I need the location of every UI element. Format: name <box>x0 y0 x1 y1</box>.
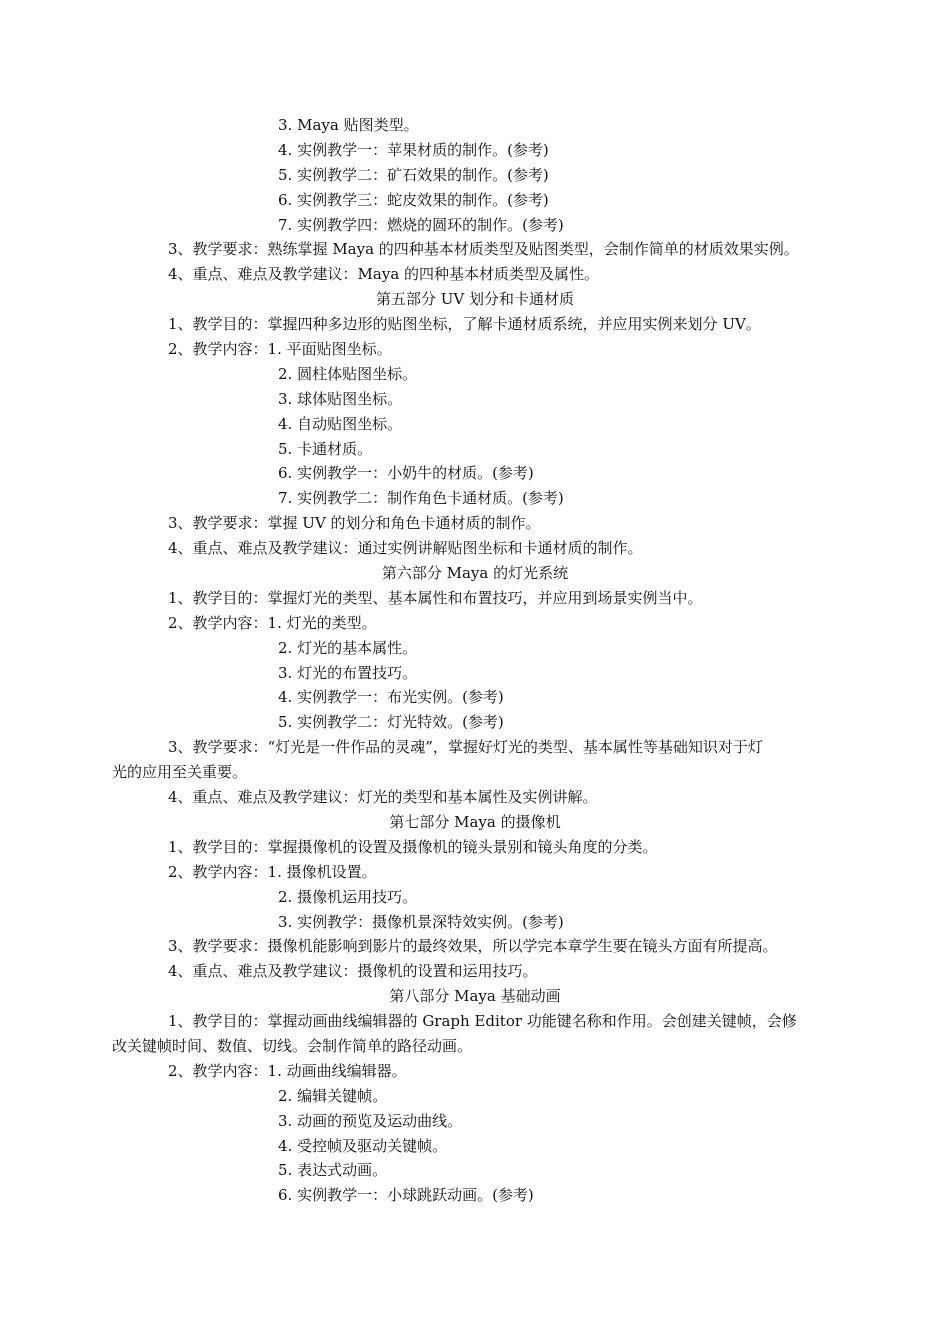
section-item: 4、重点、难点及教学建议：摄像机的设置和运用技巧。 <box>168 962 538 981</box>
part-heading: 第六部分 Maya 的灯光系统 <box>381 564 569 583</box>
section-item: 1、教学目的：掌握摄像机的设置及摄像机的镜头景别和镜头角度的分类。 <box>168 837 658 856</box>
section-item: 2、教学内容：1. 摄像机设置。 <box>168 862 377 881</box>
content-subitem: 4. 受控帧及驱动关键帧。 <box>278 1136 448 1155</box>
continuation-line: 光的应用至关重要。 <box>112 763 248 782</box>
content-subitem: 6. 实例教学一：小奶牛的材质。(参考) <box>278 464 534 483</box>
content-subitem: 5. 实例教学二：灯光特效。(参考) <box>278 713 504 732</box>
content-subitem: 6. 实例教学三：蛇皮效果的制作。(参考) <box>278 190 549 209</box>
section-item: 3、教学要求：掌握 UV 的划分和角色卡通材质的制作。 <box>168 514 541 533</box>
content-subitem: 5. 卡通材质。 <box>278 439 373 458</box>
content-subitem: 2. 摄像机运用技巧。 <box>278 887 418 906</box>
section-item: 1、教学目的：掌握动画曲线编辑器的 Graph Editor 功能键名称和作用。会创建关键帧，会修 <box>168 1012 797 1031</box>
content-subitem: 3. 实例教学：摄像机景深特效实例。(参考) <box>278 912 564 931</box>
section-item: 3、教学要求：“灯光是一件作品的灵魂”，掌握好灯光的类型、基本属性等基础知识对于灯 <box>168 738 763 757</box>
part-heading: 第八部分 Maya 基础动画 <box>389 987 561 1006</box>
document-page <box>0 113 950 1208</box>
section-item: 3、教学要求：熟练掌握 Maya 的四种基本材质类型及贴图类型，会制作简单的材质效果实例。 <box>168 240 799 259</box>
content-subitem: 2. 编辑关键帧。 <box>278 1086 388 1105</box>
content-subitem: 5. 实例教学二：矿石效果的制作。(参考) <box>278 165 549 184</box>
section-item: 4、重点、难点及教学建议：灯光的类型和基本属性及实例讲解。 <box>168 788 598 807</box>
content-subitem: 2. 圆柱体贴图坐标。 <box>278 364 418 383</box>
content-subitem: 4. 自动贴图坐标。 <box>278 414 403 433</box>
content-subitem: 2. 灯光的基本属性。 <box>278 638 418 657</box>
content-subitem: 6. 实例教学一：小球跳跃动画。(参考) <box>278 1186 534 1205</box>
continuation-line: 改关键帧时间、数值、切线。会制作简单的路径动画。 <box>112 1036 473 1055</box>
part-heading: 第七部分 Maya 的摄像机 <box>389 812 561 831</box>
part-heading: 第五部分 UV 划分和卡通材质 <box>375 290 574 309</box>
content-subitem: 4. 实例教学一：布光实例。(参考) <box>278 688 504 707</box>
section-item: 1、教学目的：掌握四种多边形的贴图坐标，了解卡通材质系统，并应用实例来划分 UV。 <box>168 315 761 334</box>
content-subitem: 3. 灯光的布置技巧。 <box>278 663 418 682</box>
section-item: 1、教学目的：掌握灯光的类型、基本属性和布置技巧，并应用到场景实例当中。 <box>168 588 703 607</box>
section-item: 2、教学内容：1. 动画曲线编辑器。 <box>168 1061 407 1080</box>
content-subitem: 7. 实例教学四：燃烧的圆环的制作。(参考) <box>278 215 564 234</box>
section-item: 4、重点、难点及教学建议：Maya 的四种基本材质类型及属性。 <box>168 265 600 284</box>
section-item: 2、教学内容：1. 灯光的类型。 <box>168 613 377 632</box>
section-item: 2、教学内容：1. 平面贴图坐标。 <box>168 340 392 359</box>
content-subitem: 4. 实例教学一：苹果材质的制作。(参考) <box>278 140 549 159</box>
content-subitem: 7. 实例教学二：制作角色卡通材质。(参考) <box>278 489 564 508</box>
section-item: 4、重点、难点及教学建议：通过实例讲解贴图坐标和卡通材质的制作。 <box>168 539 643 558</box>
content-subitem: 3. 动画的预览及运动曲线。 <box>278 1111 463 1130</box>
content-subitem: 5. 表达式动画。 <box>278 1161 388 1180</box>
content-subitem: 3. Maya 贴图类型。 <box>278 116 419 134</box>
section-item: 3、教学要求：摄像机能影响到影片的最终效果，所以学完本章学生要在镜头方面有所提高。 <box>168 937 778 956</box>
content-subitem: 3. 球体贴图坐标。 <box>278 389 403 408</box>
